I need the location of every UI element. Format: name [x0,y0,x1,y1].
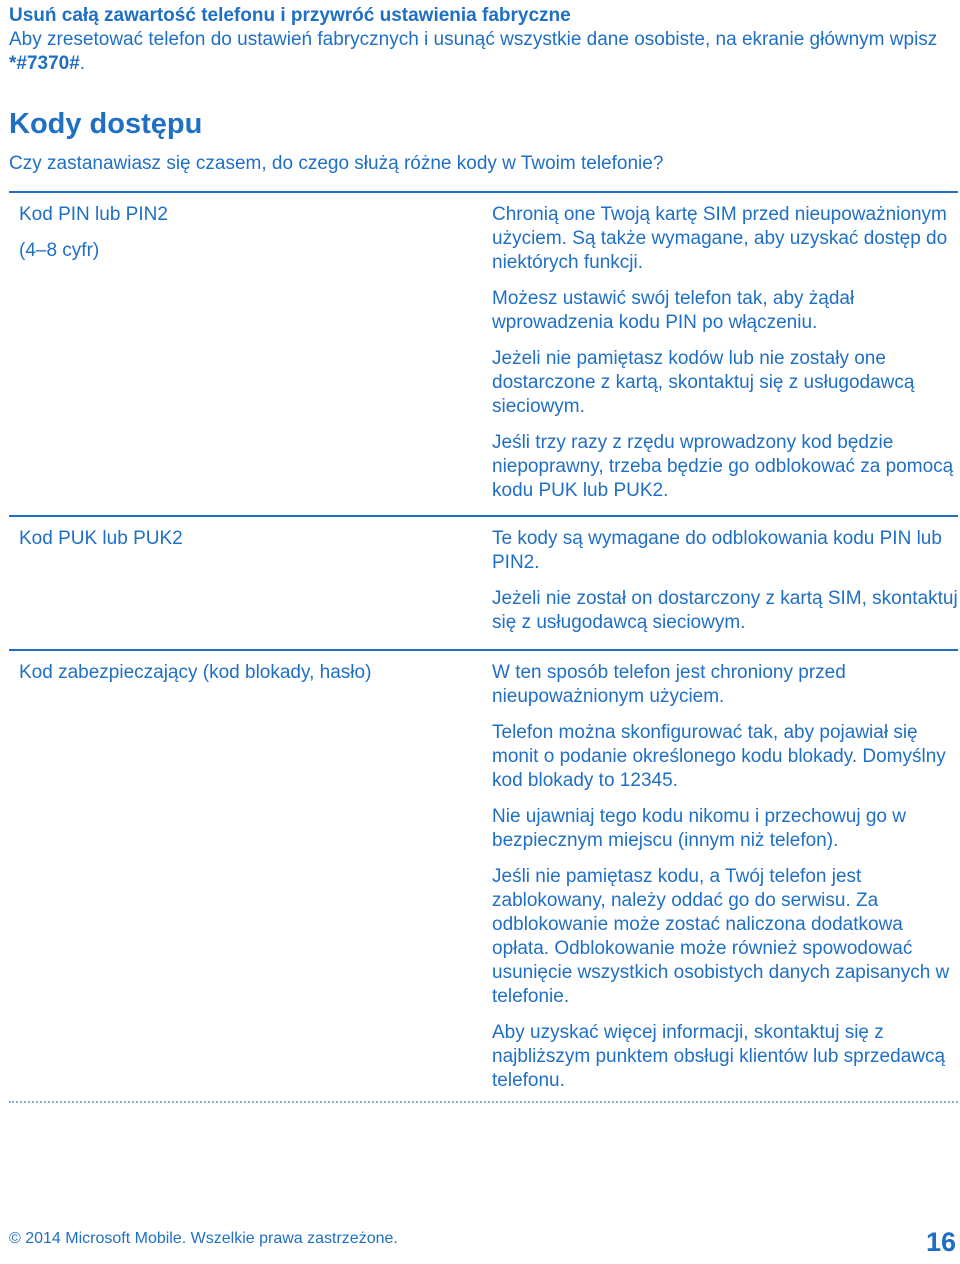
description-paragraph: Aby uzyskać więcej informacji, skontaktuj się z najbliższym punktem obsługi klientów lub sprzedawcą telefonu. [492,1022,946,1091]
row-label-line: Kod PUK lub PUK2 [19,528,183,549]
description-paragraph: Telefon można skonfigurować tak, aby pojawiał się monit o podanie określonego kodu blokady. Domyślny kod blokady to 12345. [492,722,946,791]
row-description [492,527,958,635]
description-paragraph: Te kody są wymagane do odblokowania kodu PIN lub PIN2. [492,528,942,573]
description-paragraph: Jeśli trzy razy z rzędu wprowadzony kod będzie niepoprawny, trzeba będzie go odblokować za pomocą kodu PUK lub PUK2. [492,432,954,501]
reset-text [9,28,949,76]
description-paragraph: W ten sposób telefon jest chroniony przed nieupoważnionym użyciem. [492,662,846,707]
row-description [492,661,958,1093]
row-label [19,203,459,275]
row-description [492,203,958,503]
page-number: 16 [925,1227,956,1257]
row-label-line: (4–8 cyfr) [19,240,100,261]
reset-section [9,4,949,76]
description-paragraph: Chronią one Twoją kartę SIM przed nieupoważnionym użyciem. Są także wymagane, aby uzyskać dostęp do niektórych funkcji. [492,204,948,273]
table-row-security-code [9,649,958,1103]
reset-title: Usuń całą zawartość telefonu i przywróć ustawienia fabryczne [9,5,571,26]
intro-text: Czy zastanawiasz się czasem, do czego służą różne kody w Twoim telefonie? [9,153,664,174]
reset-suffix: . [79,53,86,74]
table-row-pin [9,191,958,515]
row-label-line: Kod zabezpieczający (kod blokady, hasło) [19,662,372,683]
description-paragraph: Jeśli nie pamiętasz kodu, a Twój telefon jest zablokowany, należy oddać go do serwisu. Za odblokowanie może zostać naliczona dodatkowa opłata. Odblokowanie może również spowodować usunięcie wszystkich osobistych danych zapisanych w telefonie. [492,866,950,1007]
section-heading: Kody dostępu [9,108,203,140]
reset-code: *#7370# [9,53,80,74]
codes-table [9,191,958,1103]
row-label [19,527,459,563]
description-paragraph: Jeżeli nie został on dostarczony z kartą SIM, skontaktuj się z usługodawcą sieciowym. [492,588,958,633]
description-paragraph: Możesz ustawić swój telefon tak, aby żądał wprowadzenia kodu PIN po włączeniu. [492,288,855,333]
row-label [19,661,459,697]
reset-instruction: Aby zresetować telefon do ustawień fabrycznych i usunąć wszystkie dane osobiste, na ekranie głównym wpisz [9,29,938,50]
copyright-footer: © 2014 Microsoft Mobile. Wszelkie prawa zastrzeżone. [9,1230,398,1247]
table-row-puk [9,515,958,649]
description-paragraph: Nie ujawniaj tego kodu nikomu i przechowuj go w bezpiecznym miejscu (innym niż telefon). [492,806,907,851]
description-paragraph: Jeżeli nie pamiętasz kodów lub nie zostały one dostarczone z kartą, skontaktuj się z usługodawcą sieciowym. [492,348,915,417]
row-label-line: Kod PIN lub PIN2 [19,204,168,225]
